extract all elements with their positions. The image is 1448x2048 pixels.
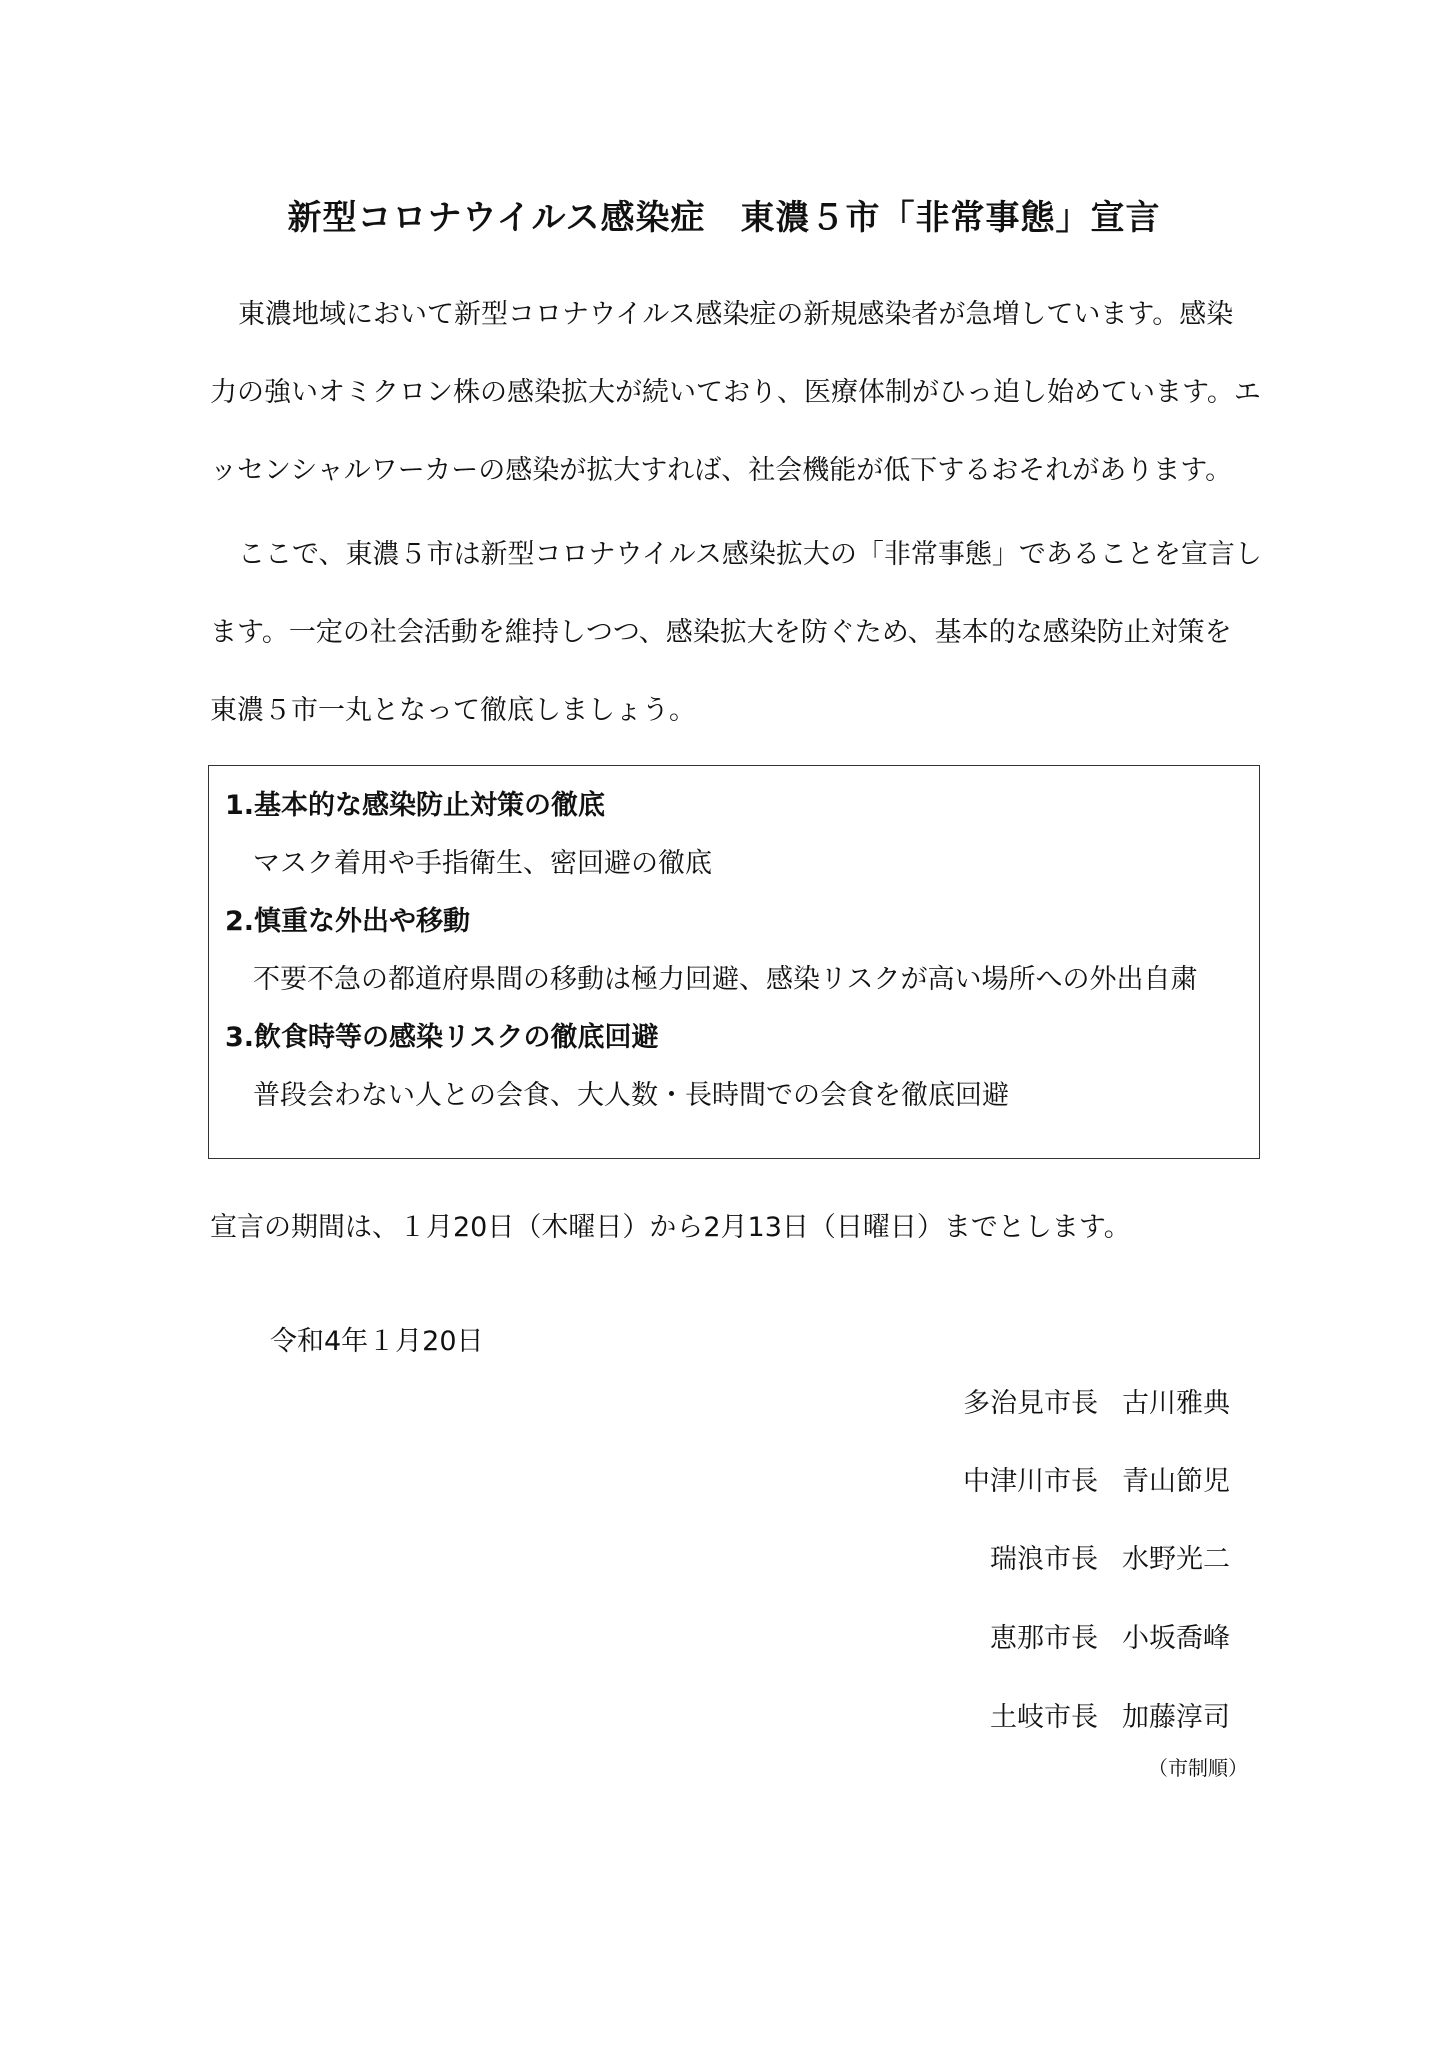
measure-heading: 2.慎重な外出や移動 <box>225 906 471 937</box>
signatory <box>900 1462 1248 1502</box>
declaration-line: 東濃５市一丸となって徹底しましょう。 <box>210 695 696 726</box>
signatory <box>900 1384 1248 1424</box>
intro-line: 東濃地域において新型コロナウイルス感染症の新規感染者が急増しています。感染 <box>238 299 1234 330</box>
measure-detail: マスク着用や手指衛生、密回避の徹底 <box>253 848 712 879</box>
signatory-name: 古川雅典 <box>1122 1388 1230 1419</box>
measure-heading: 1.基本的な感染防止対策の徹底 <box>225 790 606 821</box>
signatory-title: 瑞浪市長 <box>990 1544 1098 1575</box>
signatory-title: 土岐市長 <box>990 1702 1098 1733</box>
document-title: 新型コロナウイルス感染症 東濃５市「非常事態」宣言 <box>287 198 1161 238</box>
declaration-line: ここで、東濃５市は新型コロナウイルス感染拡大の「非常事態」であることを宣言し <box>238 539 1262 570</box>
measure-heading: 3.飲食時等の感染リスクの徹底回避 <box>225 1022 659 1053</box>
measures-box <box>208 765 1260 1159</box>
signatory <box>900 1619 1248 1659</box>
intro-line: 力の強いオミクロン株の感染拡大が続いており、医療体制がひっ迫し始めています。エ <box>210 377 1261 408</box>
signatory-title: 中津川市長 <box>963 1466 1098 1497</box>
declaration-paragraph <box>210 516 1262 750</box>
issue-date: 令和4年１月20日 <box>270 1326 484 1357</box>
intro-paragraph <box>210 276 1261 510</box>
signatory <box>900 1540 1248 1580</box>
signatory <box>900 1698 1248 1738</box>
signatory-name: 青山節児 <box>1122 1466 1230 1497</box>
signatory-name: 小坂喬峰 <box>1122 1623 1230 1654</box>
measure-detail: 普段会わない人との会食、大人数・長時間での会食を徹底回避 <box>253 1080 1009 1111</box>
measure-detail: 不要不急の都道府県間の移動は極力回避、感染リスクが高い場所への外出自粛 <box>253 964 1198 995</box>
signatory-name: 加藤淳司 <box>1122 1702 1230 1733</box>
declaration-line: ます。一定の社会活動を維持しつつ、感染拡大を防ぐため、基本的な感染防止対策を <box>210 617 1232 648</box>
signatory-title: 恵那市長 <box>990 1623 1098 1654</box>
declaration-period: 宣言の期間は、１月20日（木曜日）から2月13日（日曜日）までとします。 <box>210 1212 1131 1243</box>
order-note: （市制順） <box>1148 1756 1248 1780</box>
signatory-title: 多治見市長 <box>963 1388 1098 1419</box>
intro-line: ッセンシャルワーカーの感染が拡大すれば、社会機能が低下するおそれがあります。 <box>210 455 1233 486</box>
signatory-name: 水野光二 <box>1122 1544 1230 1575</box>
